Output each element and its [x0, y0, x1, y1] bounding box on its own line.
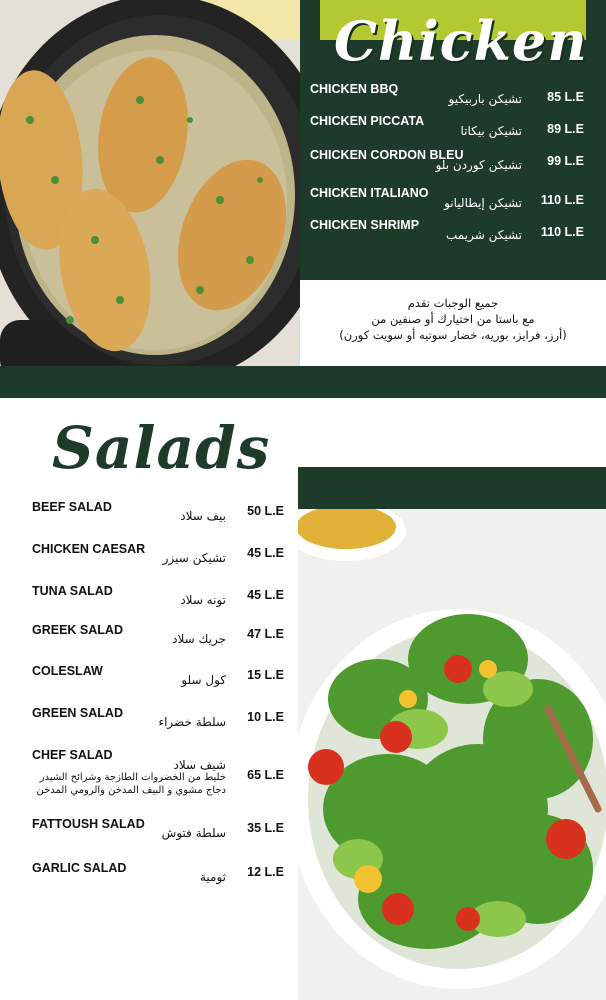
menu-item-chicken-shrimp: [310, 218, 590, 254]
item-name-en: CHICKEN CAESAR: [32, 542, 146, 556]
item-name-ar: سلطة فتوش: [161, 826, 226, 840]
salad-photo-band: [298, 467, 606, 509]
item-price: 45 L.E: [247, 546, 284, 560]
item-name-en: CHICKEN SHRIMP: [310, 218, 420, 232]
menu-item-chicken-bbq: [310, 82, 590, 118]
item-name-ar: تشيكن بيكاتا: [460, 124, 522, 138]
salad-bowl-illustration: [298, 509, 606, 1000]
menu-item-green-salad: [32, 706, 284, 736]
note-line: (أرز، فرايز، بوريه، خضار سوتيه أو سويت كورن): [339, 328, 567, 342]
item-price: 65 L.E: [247, 768, 284, 782]
item-price: 12 L.E: [247, 865, 284, 879]
item-name-en: GARLIC SALAD: [32, 861, 127, 875]
item-description: خليط من الخضروات الطازجة وشرائح الشيدر: [39, 772, 226, 783]
item-name-ar: تشيكن باربيكيو: [448, 92, 522, 106]
item-name-ar: تشيكن كوردن بلو: [435, 158, 522, 172]
item-name-en: CHEF SALAD: [32, 748, 113, 762]
item-price: 110 L.E: [540, 225, 584, 239]
menu-item-greek-salad: [32, 623, 284, 653]
item-name-ar: سلطة خضراء: [158, 715, 226, 729]
item-name-en: GREEN SALAD: [32, 706, 123, 720]
menu-item-chef-salad: [18, 748, 284, 800]
menu-item-chicken-italiano: [310, 186, 590, 222]
item-price: 45 L.E: [247, 588, 284, 602]
note-line: مع باستا من اختيارك أو صنفين من: [371, 312, 535, 326]
item-name-en: GREEK SALAD: [32, 623, 123, 637]
menu-item-chicken-cordon-bleu: [310, 148, 590, 184]
item-name-en: CHICKEN ITALIANO: [310, 186, 429, 200]
item-name-ar: تشيكن إيطاليانو: [444, 196, 522, 210]
menu-item-chicken-piccata: [310, 114, 590, 150]
item-price: 85 L.E: [547, 90, 584, 104]
item-name-en: COLESLAW: [32, 664, 103, 678]
note-line: جميع الوجبات تقدم: [407, 296, 499, 310]
item-name-ar: جريك سلاد: [172, 632, 226, 646]
chicken-dish-photo: [0, 0, 300, 398]
item-name-ar: بيف سلاد: [180, 509, 226, 523]
item-price: 110 L.E: [540, 193, 584, 207]
section-divider-band: [0, 366, 606, 398]
menu-item-coleslaw: [32, 664, 284, 694]
meals-note: [300, 280, 606, 366]
item-price: 47 L.E: [247, 627, 284, 641]
menu-item-fattoush-salad: [32, 817, 284, 847]
item-price: 15 L.E: [247, 668, 284, 682]
item-name-ar: تشيكن سيزر: [162, 551, 226, 565]
menu-item-garlic-salad: [32, 861, 284, 891]
item-price: 35 L.E: [247, 821, 284, 835]
salads-section-title: Salads: [52, 414, 271, 482]
chicken-section: [0, 0, 606, 398]
item-name-en: CHICKEN PICCATA: [310, 114, 425, 128]
item-name-en: CHICKEN BBQ: [310, 82, 399, 96]
item-name-ar: تشيكن شريمب: [446, 228, 522, 242]
item-price: 89 L.E: [547, 122, 584, 136]
item-name-en: CHICKEN CORDON BLEU: [310, 148, 464, 162]
item-price: 99 L.E: [547, 154, 584, 168]
item-name-en: FATTOUSH SALAD: [32, 817, 145, 831]
item-name-ar: تونه سلاد: [180, 593, 226, 607]
chicken-skillet-illustration: [0, 0, 300, 398]
item-name-ar: ثومية: [199, 870, 226, 884]
menu-item-tuna-salad: [32, 584, 284, 614]
item-price: 50 L.E: [247, 504, 284, 518]
chicken-section-title: Chicken: [334, 9, 588, 73]
item-name-ar: كول سلو: [181, 673, 226, 687]
menu-item-chicken-caesar: [32, 542, 284, 572]
item-name-en: TUNA SALAD: [32, 584, 113, 598]
menu-item-beef-salad: [32, 500, 284, 530]
salad-dish-photo: [298, 509, 606, 1000]
item-price: 10 L.E: [247, 710, 284, 724]
item-name-en: BEEF SALAD: [32, 500, 112, 514]
item-name-ar: شيف سلاد: [173, 758, 226, 772]
item-description: دجاج مشوي و البيف المدخن والرومي المدخن: [36, 785, 226, 796]
